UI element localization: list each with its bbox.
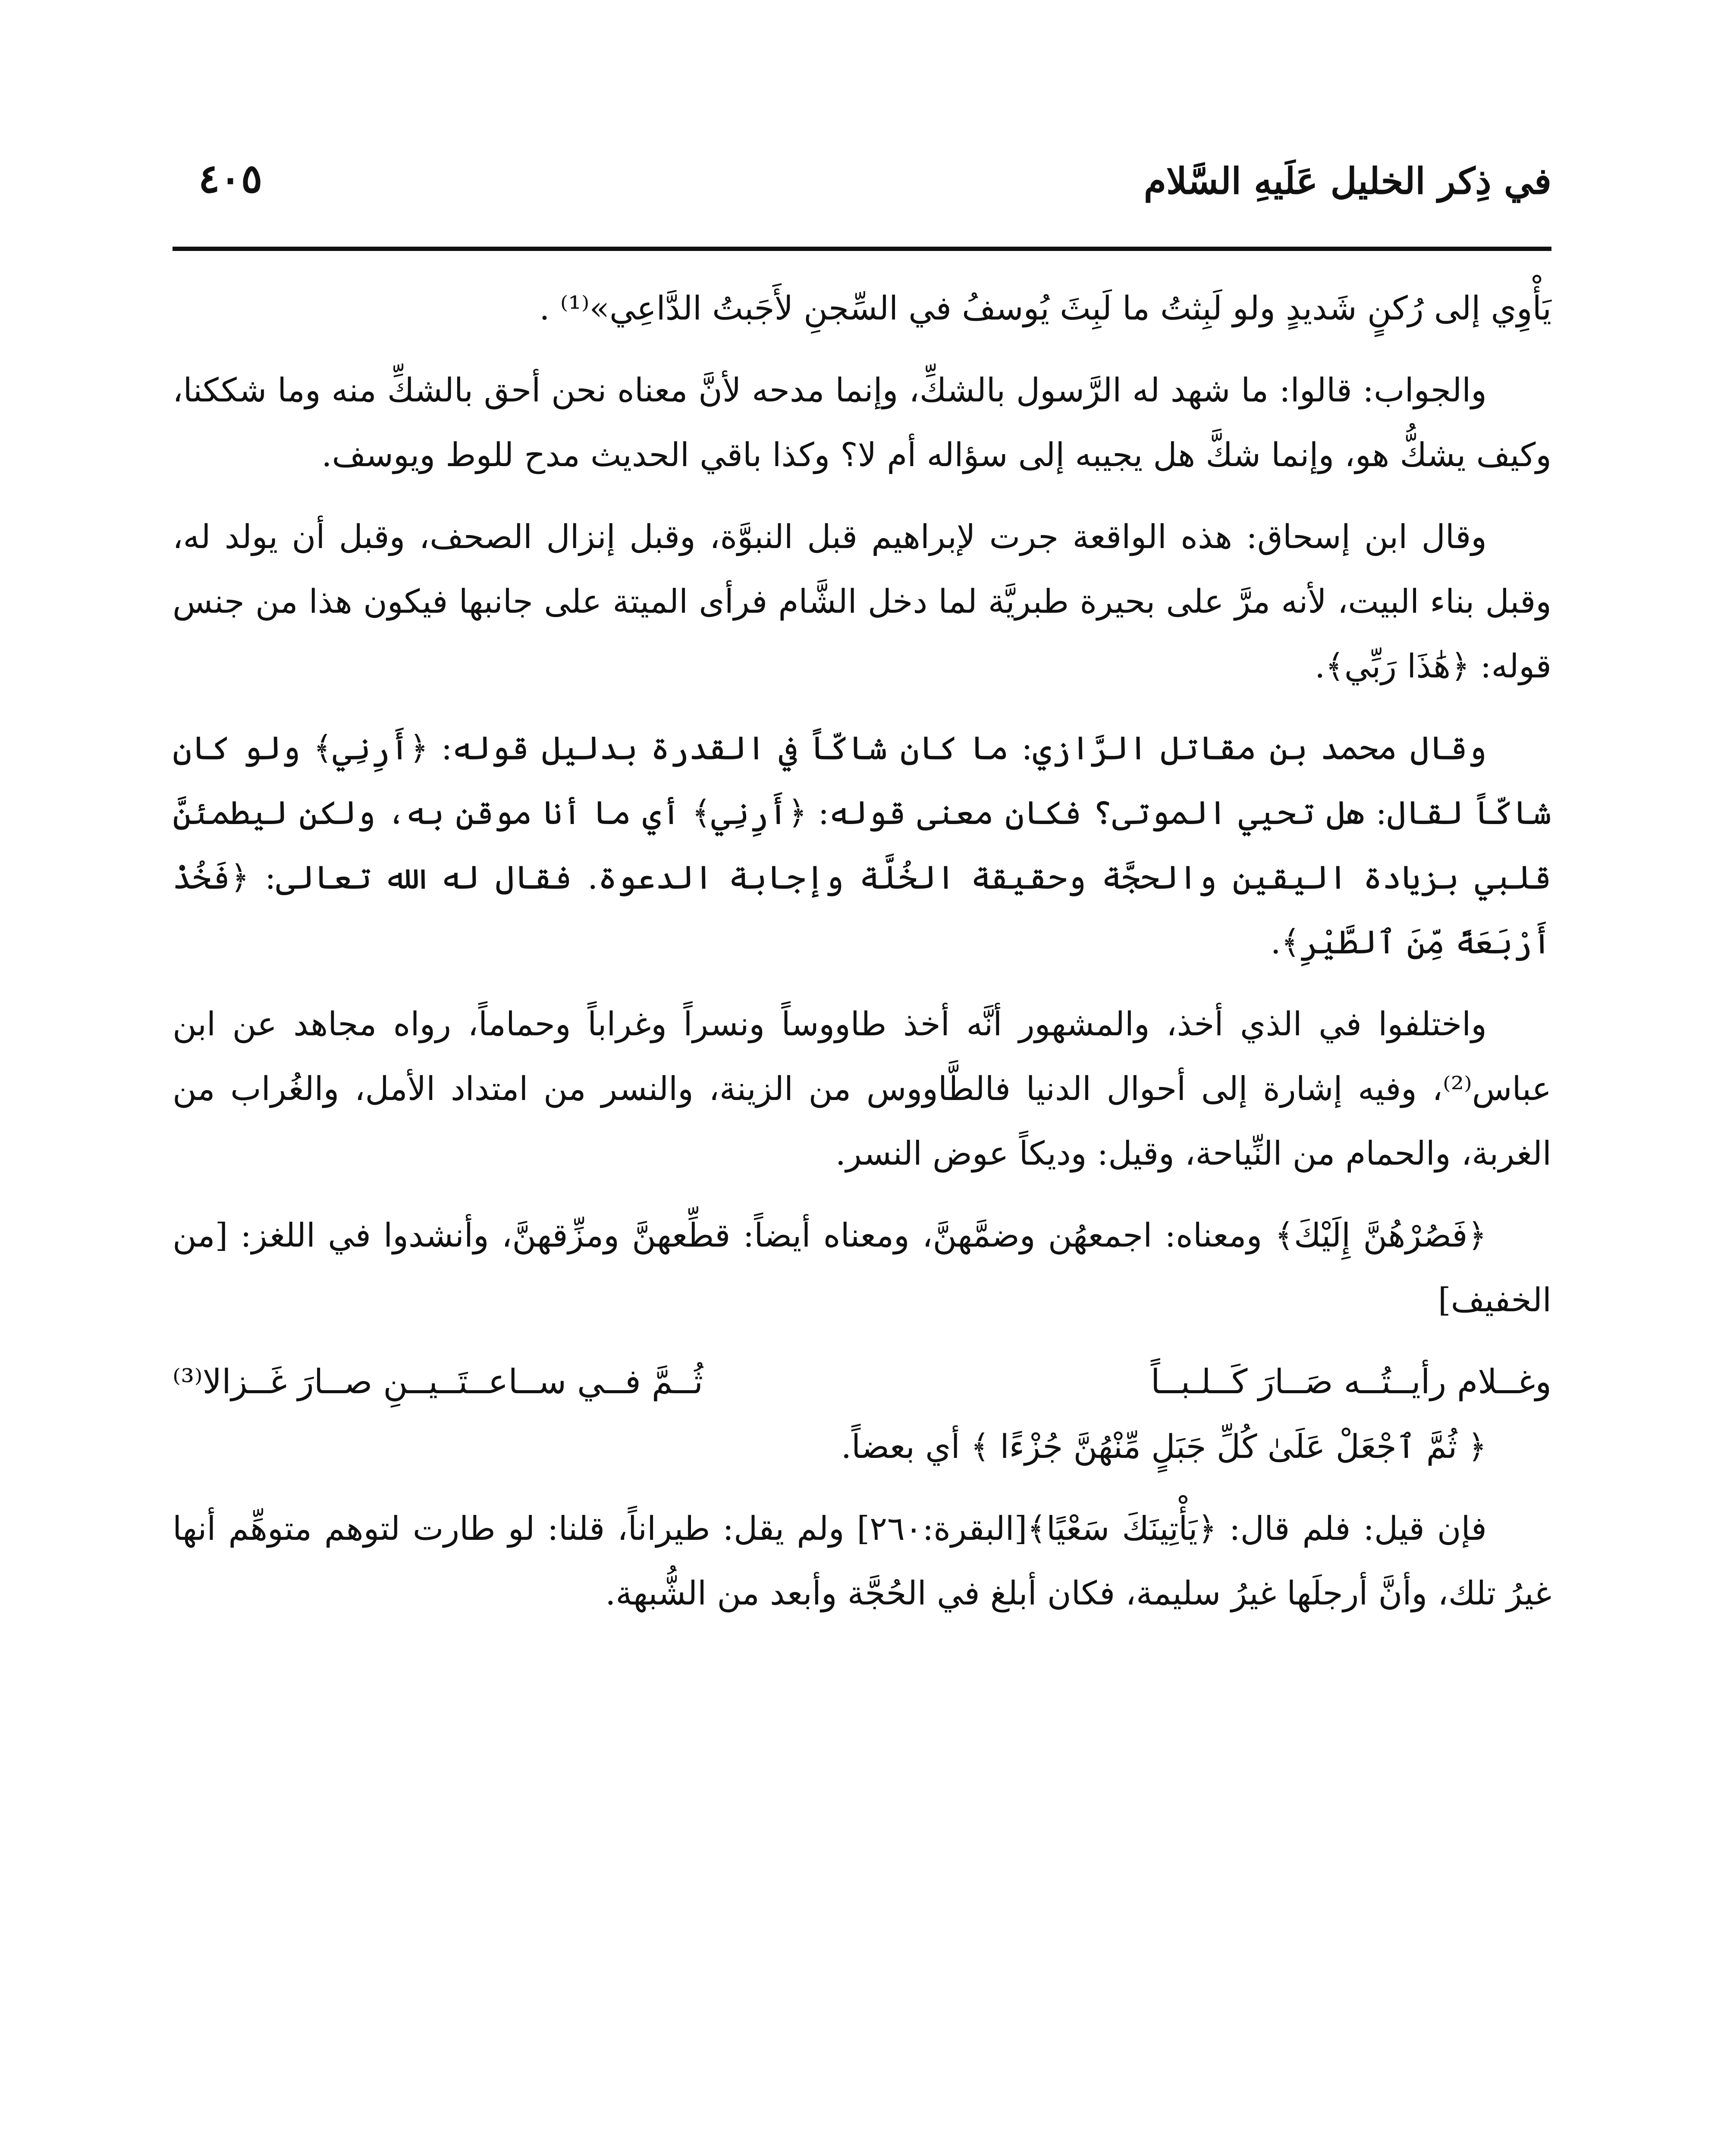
paragraph-hadith-ending: يَأْوِي إلى رُكنٍ شَديدٍ ولو لَبِثتُ ما لَبِثَ يُوسفُ في السِّجنِ لأَجَبتُ الدَّاعِي»⁽¹⁾ . [539, 289, 1551, 327]
page-number: ٤٠٥ [198, 155, 263, 202]
paragraph-answer: والجواب: قالوا: ما شهد له الرَّسول بالشكِّ، وإنما مدحه لأنَّ معناه نحن أحق بالشكِّ منه وما شككنا، وكيف يشكُّ هو، وإنما شكَّ هل يجيبه إلى سؤاله أم لا؟ وكذا باقي الحديث مدح للوط ويوسف. [173, 371, 1551, 474]
running-header [173, 142, 1551, 229]
paragraph-razi: وقال محمد بن مقاتل الرَّازي: ما كان شاكّاً في القدرة بدليل قوله: ﴿أَرِنِي﴾ ولو كان شاكّاً لقال: هل تحيي الموتى؟ فكان معنى قوله: ﴿أَرِنِي﴾ أي ما أنا موقن به، ولكن ليطمئنَّ قلبي بزيادة اليقين والحجَّة وحقيقة الخُلَّة وإجابة الدعوة. فقال له الله تعالى: ﴿فَخُذْ أَرْبَعَةً مِّنَ ٱلطَّيْرِ﴾. [173, 729, 1551, 961]
header-divider [173, 247, 1551, 251]
paragraph-closing: فإن قيل: فلم قال: ﴿يَأْتِينَكَ سَعْيًا﴾[البقرة:٢٦٠] ولم يقل: طيراناً، قلنا: لو طارت لتوهم متوهِّم أنها غيرُ تلك، وأنَّ أرجلَها غيرُ سليمة، فكان أبلغ في الحُجَّة وأبعد من الشُّبهة. [173, 1509, 1551, 1612]
chapter-title: في ذِكر الخليل عَلَيهِ السَّلام [1143, 160, 1551, 202]
paragraph-birds: واختلفوا في الذي أخذ، والمشهور أنَّه أخذ طاووساً ونسراً وغراباً وحماماً، رواه مجاهد عن ابن عباس⁽²⁾، وفيه إشارة إلى أحوال الدنيا فالطَّاووس من الزينة، والنسر من امتداد الأمل، والغُراب من الغربة، والحمام من النِّياحة، وقيل: وديكاً عوض النسر. [173, 1005, 1551, 1172]
paragraph-after-verse: ﴿ ثُمَّ ٱجْعَلْ عَلَىٰ كُلِّ جَبَلٍ مِّنْهُنَّ جُزْءًا ﴾ أي بعضاً. [841, 1427, 1487, 1466]
paragraph-ibn-ishaq: وقال ابن إسحاق: هذه الواقعة جرت لإبراهيم قبل النبوَّة، وقبل إنزال الصحف، وقبل أن يولد له، وقبل بناء البيت، لأنه مرَّ على بحيرة طبريَّة لما دخل الشَّام فرأى الميتة على جانبها فيكون هذا من جنس قوله: ﴿هَٰذَا رَبِّي﴾. [173, 517, 1551, 685]
verse-second-hemistich: ثُــمَّ فــي ســاعــتَــيــنِ صــارَ غَــزالا⁽³⁾ [173, 1363, 703, 1401]
poetry-verse [173, 1350, 1551, 1414]
paragraph-fasurhunna: ﴿فَصُرْهُنَّ إِلَيْكَ﴾ ومعناه: اجمعهُن وضمَّهنَّ، ومعناه أيضاً: قطِّعهنَّ ومزِّقهنَّ، وأنشدوا في اللغز: [من الخفيف] [173, 1216, 1551, 1319]
verse-first-hemistich: وغــلام رأيــتُــه صَــارَ كَــلـبــاً [1150, 1363, 1551, 1401]
main-text [173, 276, 1551, 1643]
